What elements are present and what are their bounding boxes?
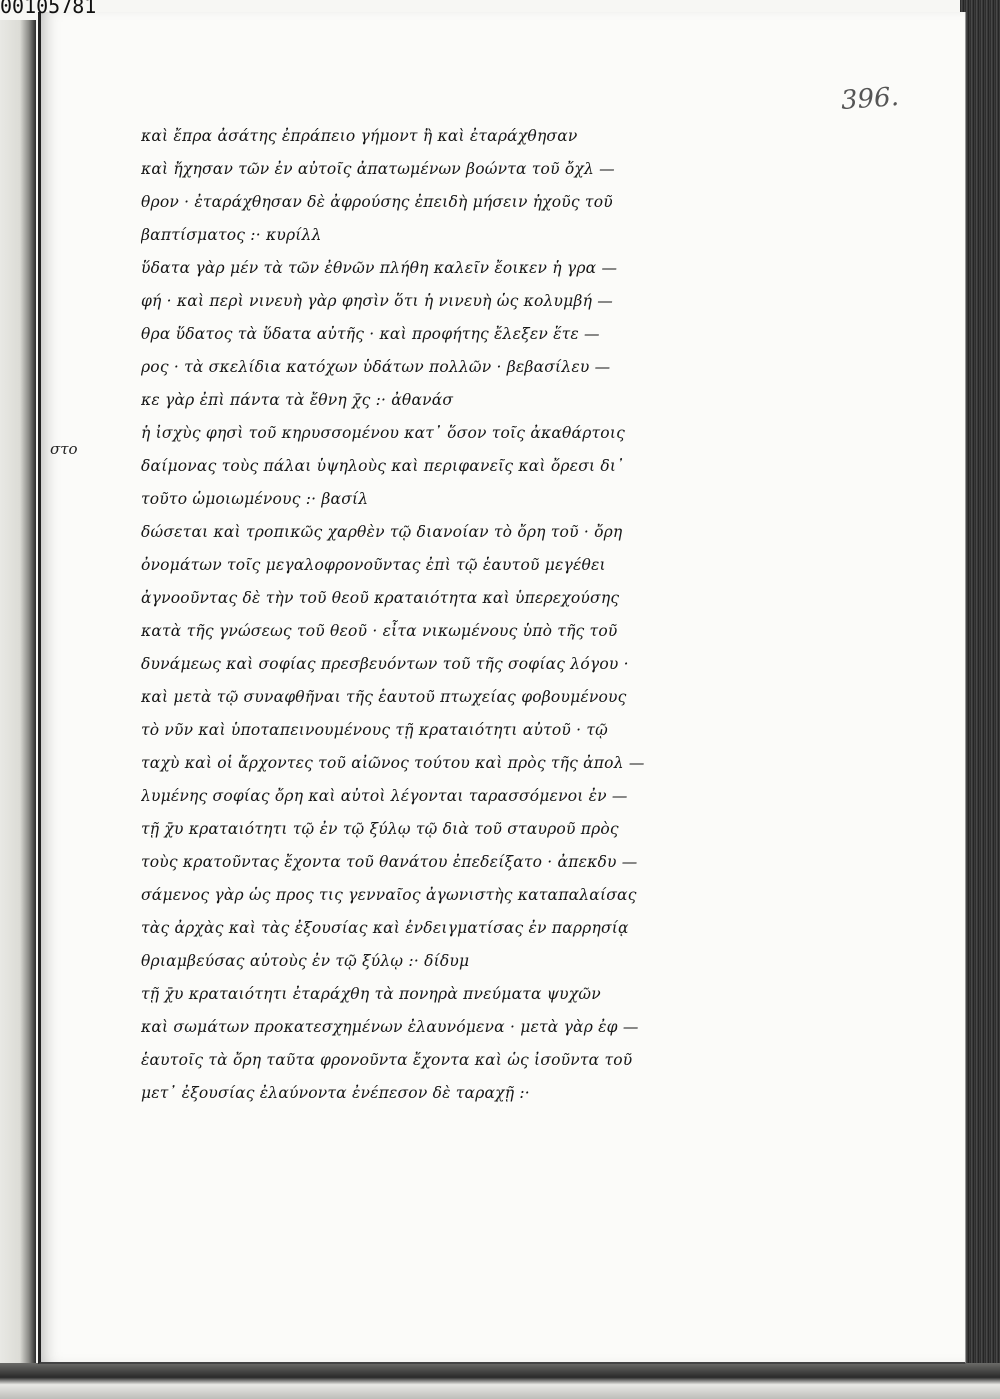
left-binding bbox=[0, 20, 36, 1399]
text-line: καὶ μετὰ τῷ συναφθῆναι τῆς ἑαυτοῦ πτωχείας φοβουμένους bbox=[141, 688, 627, 706]
text-column bbox=[141, 120, 741, 1110]
text-line: τὰς ἀρχὰς καὶ τὰς ἐξουσίας καὶ ἐνδειγματίσας ἐν παρρησίᾳ bbox=[141, 919, 629, 937]
margin-note: στο bbox=[50, 440, 78, 458]
text-line: βαπτίσματος :· κυρίλλ bbox=[141, 226, 322, 244]
manuscript-page bbox=[38, 12, 966, 1364]
text-line: λυμένης σοφίας ὄρη καὶ αὐτοὶ λέγονται ταρασσόμενοι ἐν — bbox=[141, 787, 628, 805]
page-edges-bottom bbox=[0, 1363, 1000, 1399]
text-line: ἡ ἰσχὺς φησὶ τοῦ κηρυσσομένου κατ᾽ ὅσον τοῖς ἀκαθάρτοις bbox=[141, 424, 625, 442]
folio-number: 396. bbox=[840, 82, 900, 116]
text-line: καὶ ἔπρα ἀσάτης ἐπράπειο γήμοντ ἢ καὶ ἐταράχθησαν bbox=[141, 127, 578, 145]
text-line: τοῦτο ὡμοιωμένους :· βασίλ bbox=[141, 490, 369, 508]
text-line: κε γὰρ ἐπὶ πάντα τὰ ἔθνη χ̄ς :· ἀθανάσ bbox=[141, 391, 454, 409]
text-line: ἑαυτοῖς τὰ ὄρη ταῦτα φρονοῦντα ἔχοντα καὶ ὡς ἰσοῦντα τοῦ bbox=[141, 1051, 633, 1069]
text-line: δαίμονας τοὺς πάλαι ὑψηλοὺς καὶ περιφανεῖς καὶ ὄρεσι δι᾽ bbox=[141, 457, 625, 475]
text-line: φή · καὶ περὶ νινευὴ γὰρ φησὶν ὅτι ἡ νινευὴ ὡς κολυμβή — bbox=[141, 292, 613, 310]
archive-id-stamp: 00105781 bbox=[0, 0, 97, 18]
text-line: καὶ ἤχησαν τῶν ἐν αὐτοῖς ἀπατωμένων βοώντα τοῦ ὄχλ — bbox=[141, 160, 615, 178]
text-line: θρα ὕδατος τὰ ὕδατα αὐτῆς · καὶ προφήτης ἔλεξεν ἕτε — bbox=[141, 325, 600, 343]
text-line: ὀνομάτων τοῖς μεγαλοφρονοῦντας ἐπὶ τῷ ἑαυτοῦ μεγέθει bbox=[141, 556, 606, 574]
text-line: τοὺς κρατοῦντας ἔχοντα τοῦ θανάτου ἐπεδείξατο · ἀπεκδυ — bbox=[141, 853, 638, 871]
text-line: σάμενος γὰρ ὡς προς τις γενναῖος ἀγωνιστὴς καταπαλαίσας bbox=[141, 886, 637, 904]
text-line: ἀγνοοῦντας δὲ τὴν τοῦ θεοῦ κραταιότητα καὶ ὑπερεχούσης bbox=[141, 589, 620, 607]
text-line: θρον · ἐταράχθησαν δὲ ἀφρούσης ἐπειδὴ μήσειν ἠχοῦς τοῦ bbox=[141, 193, 613, 211]
text-line: τῇ χ̄υ κραταιότητι ἐταράχθη τὰ πονηρὰ πνεύματα ψυχῶν bbox=[141, 985, 601, 1003]
text-line: μετ᾽ ἐξουσίας ἐλαύνοντα ἐνέπεσον δὲ ταραχῇ :· bbox=[141, 1084, 530, 1102]
text-line: δυνάμεως καὶ σοφίας πρεσβευόντων τοῦ τῆς σοφίας λόγου · bbox=[141, 655, 629, 673]
page-edges-right bbox=[960, 0, 1000, 1370]
text-line: κατὰ τῆς γνώσεως τοῦ θεοῦ · εἶτα νικωμένους ὑπὸ τῆς τοῦ bbox=[141, 622, 618, 640]
text-line: ρος · τὰ σκελίδια κατόχων ὑδάτων πολλῶν · βεβασίλευ — bbox=[141, 358, 611, 376]
text-line: τῇ χ̄υ κραταιότητι τῷ ἐν τῷ ξύλῳ τῷ διὰ τοῦ σταυροῦ πρὸς bbox=[141, 820, 619, 838]
text-line: τὸ νῦν καὶ ὑποταπεινουμένους τῇ κραταιότητι αὐτοῦ · τῷ bbox=[141, 721, 609, 739]
text-line: δώσεται καὶ τροπικῶς χαρθὲν τῷ διανοίαν τὸ ὄρη τοῦ · ὄρη bbox=[141, 523, 623, 541]
text-line: καὶ σωμάτων προκατεσχημένων ἐλαυνόμενα · μετὰ γὰρ ἐφ — bbox=[141, 1018, 639, 1036]
text-line: ταχὺ καὶ οἱ ἄρχοντες τοῦ αἰῶνος τούτου καὶ πρὸς τῆς ἀπολ — bbox=[141, 754, 645, 772]
text-line: θριαμβεύσας αὐτοὺς ἐν τῷ ξύλῳ :· δίδυμ bbox=[141, 952, 470, 970]
text-line: ὕδατα γὰρ μέν τὰ τῶν ἐθνῶν πλήθη καλεῖν ἔοικεν ἡ γρα — bbox=[141, 259, 618, 277]
